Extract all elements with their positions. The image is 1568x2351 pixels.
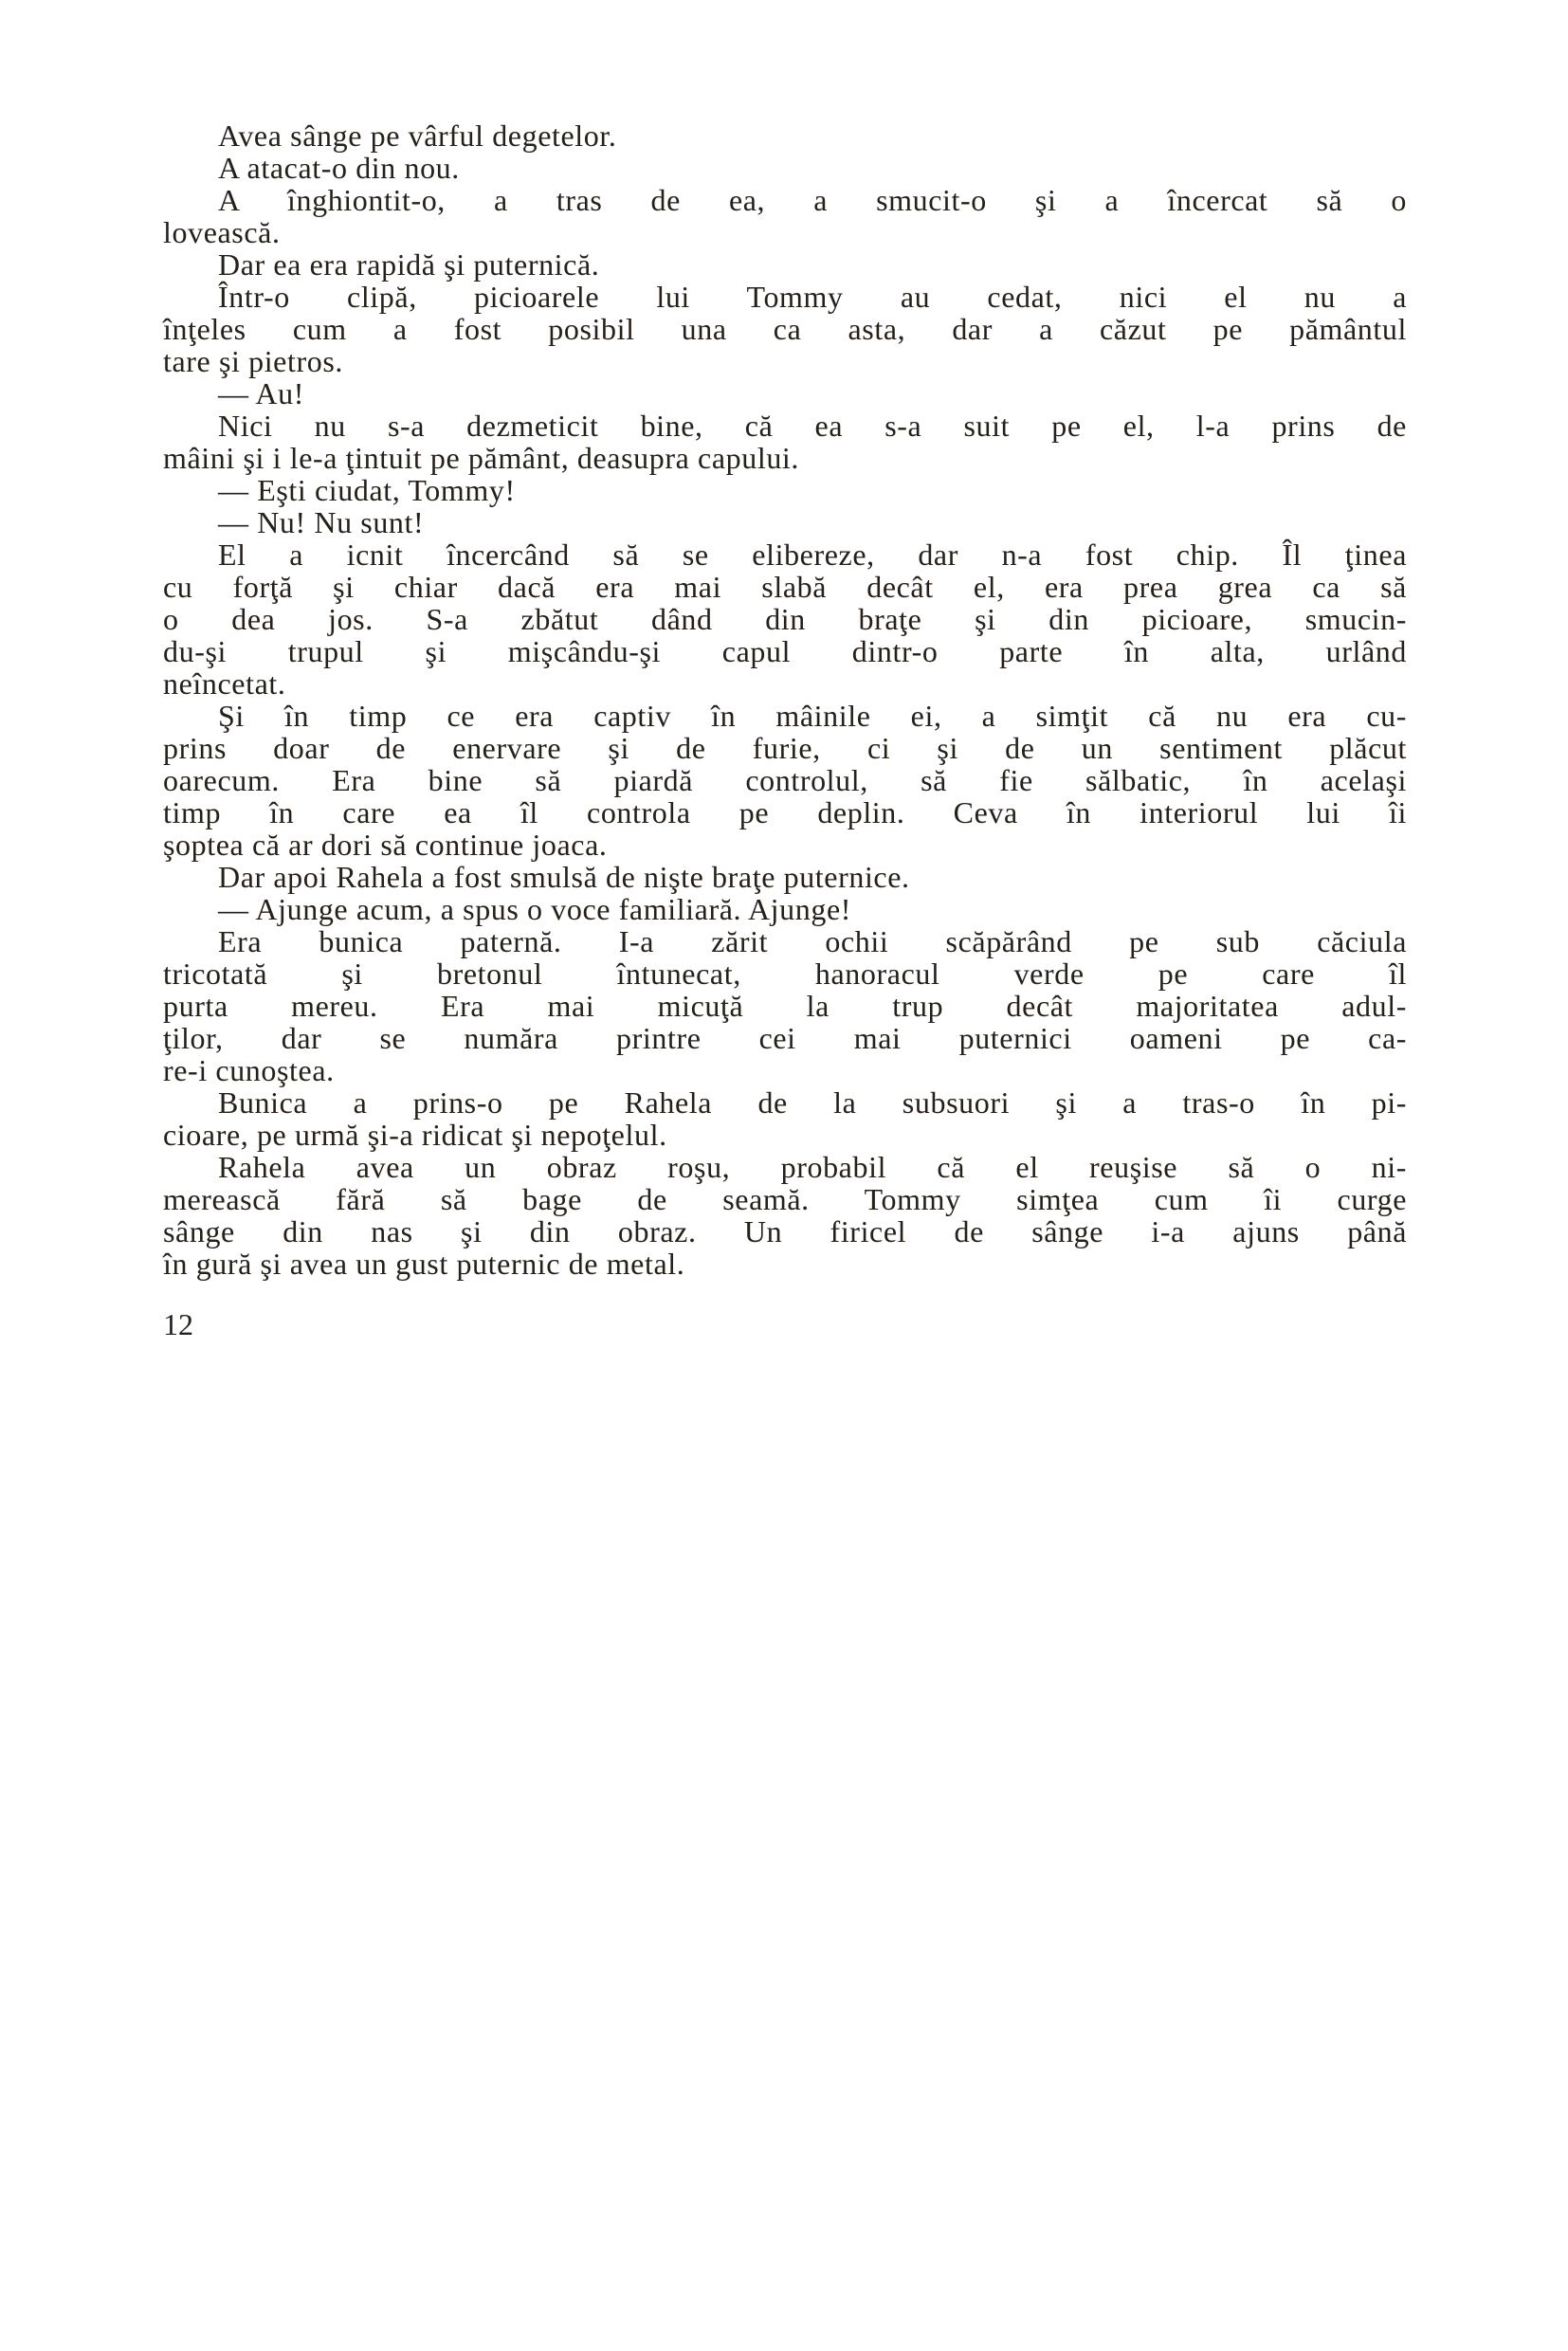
text-line: Era bunica paternă. I-a zărit ochii scăpărând pe sub căciula [218, 924, 1407, 958]
text-line: Rahela avea un obraz roşu, probabil că el reuşise să o ni- [218, 1150, 1407, 1184]
text-line: — Nu! Nu sunt! [218, 505, 425, 539]
text-line: ţilor, dar se număra printre cei mai puternici oameni pe ca- [163, 1021, 1407, 1055]
text-line: — Ajunge acum, a spus o voce familiară. Ajunge! [218, 892, 852, 926]
text-line: Dar apoi Rahela a fost smulsă de nişte braţe puternice. [218, 860, 910, 894]
text-line: Bunica a prins-o pe Rahela de la subsuori şi a tras-o în pi- [218, 1085, 1407, 1120]
paragraph [163, 377, 1407, 410]
text-line: lovească. [163, 215, 281, 249]
text-line: re-i cunoştea. [163, 1053, 335, 1087]
paragraph [163, 152, 1407, 184]
text-line: — Eşti ciudat, Tommy! [218, 473, 516, 507]
page-text [163, 119, 1407, 1280]
text-line: neîncetat. [163, 666, 286, 701]
text-line: oarecum. Era bine să piardă controlul, să fie sălbatic, în acelaşi [163, 763, 1407, 797]
text-line: Şi în timp ce era captiv în mâinile ei, a simţit că nu era cu- [218, 699, 1407, 733]
text-line: A atacat-o din nou. [218, 151, 460, 185]
text-line: sânge din nas şi din obraz. Un firicel de sânge i-a ajuns până [163, 1214, 1407, 1248]
text-line: mâini şi i le-a ţintuit pe pământ, deasupra capului. [163, 441, 800, 475]
text-line: Avea sânge pe vârful degetelor. [218, 118, 617, 153]
text-line: prins doar de enervare şi de furie, ci şi de un sentiment plăcut [163, 731, 1407, 765]
paragraph [163, 119, 1407, 152]
text-line: El a icnit încercând să se elibereze, dar n-a fost chip. Îl ţinea [218, 538, 1407, 572]
paragraph [163, 506, 1407, 538]
text-line: Într-o clipă, picioarele lui Tommy au cedat, nici el nu a [218, 280, 1407, 314]
text-line: Dar ea era rapidă şi puternică. [218, 247, 600, 282]
paragraph [163, 474, 1407, 506]
text-line: purta mereu. Era mai micuţă la trup decât majoritatea adul- [163, 989, 1407, 1023]
paragraph [163, 1086, 1407, 1151]
text-line: înţeles cum a fost posibil una ca asta, dar a căzut pe pământul [163, 312, 1407, 346]
text-line: în gură şi avea un gust puternic de metal. [163, 1247, 685, 1281]
paragraph [163, 925, 1407, 1086]
text-line: A înghiontit-o, a tras de ea, a smucit-o şi a încercat să o [218, 183, 1407, 217]
text-line: şoptea că ar dori să continue joaca. [163, 828, 608, 862]
paragraph [163, 1151, 1407, 1280]
text-line: Nici nu s-a dezmeticit bine, că ea s-a suit pe el, l-a prins de [218, 409, 1407, 443]
paragraph [163, 410, 1407, 474]
paragraph [163, 281, 1407, 377]
text-line: tricotată şi bretonul întunecat, hanoracul verde pe care îl [163, 957, 1407, 991]
page-number: 12 [163, 1307, 193, 1341]
text-line: tare şi pietros. [163, 344, 343, 378]
text-line: o dea jos. S-a zbătut dând din braţe şi din picioare, smucin- [163, 602, 1407, 636]
text-line: merească fără să bage de seamă. Tommy simţea cum îi curge [163, 1182, 1407, 1216]
text-line: timp în care ea îl controla pe deplin. Ceva în interiorul lui îi [163, 795, 1407, 829]
text-line: du-şi trupul şi mişcându-şi capul dintr-o parte în alta, urlând [163, 634, 1407, 668]
paragraph [163, 538, 1407, 700]
text-line: cu forţă şi chiar dacă era mai slabă decât el, era prea grea ca să [163, 570, 1407, 604]
paragraph [163, 893, 1407, 925]
paragraph [163, 861, 1407, 893]
paragraph [163, 184, 1407, 248]
text-line: — Au! [218, 376, 304, 410]
text-line: cioare, pe urmă şi-a ridicat şi nepoţelul. [163, 1118, 667, 1152]
paragraph [163, 248, 1407, 281]
paragraph [163, 700, 1407, 861]
